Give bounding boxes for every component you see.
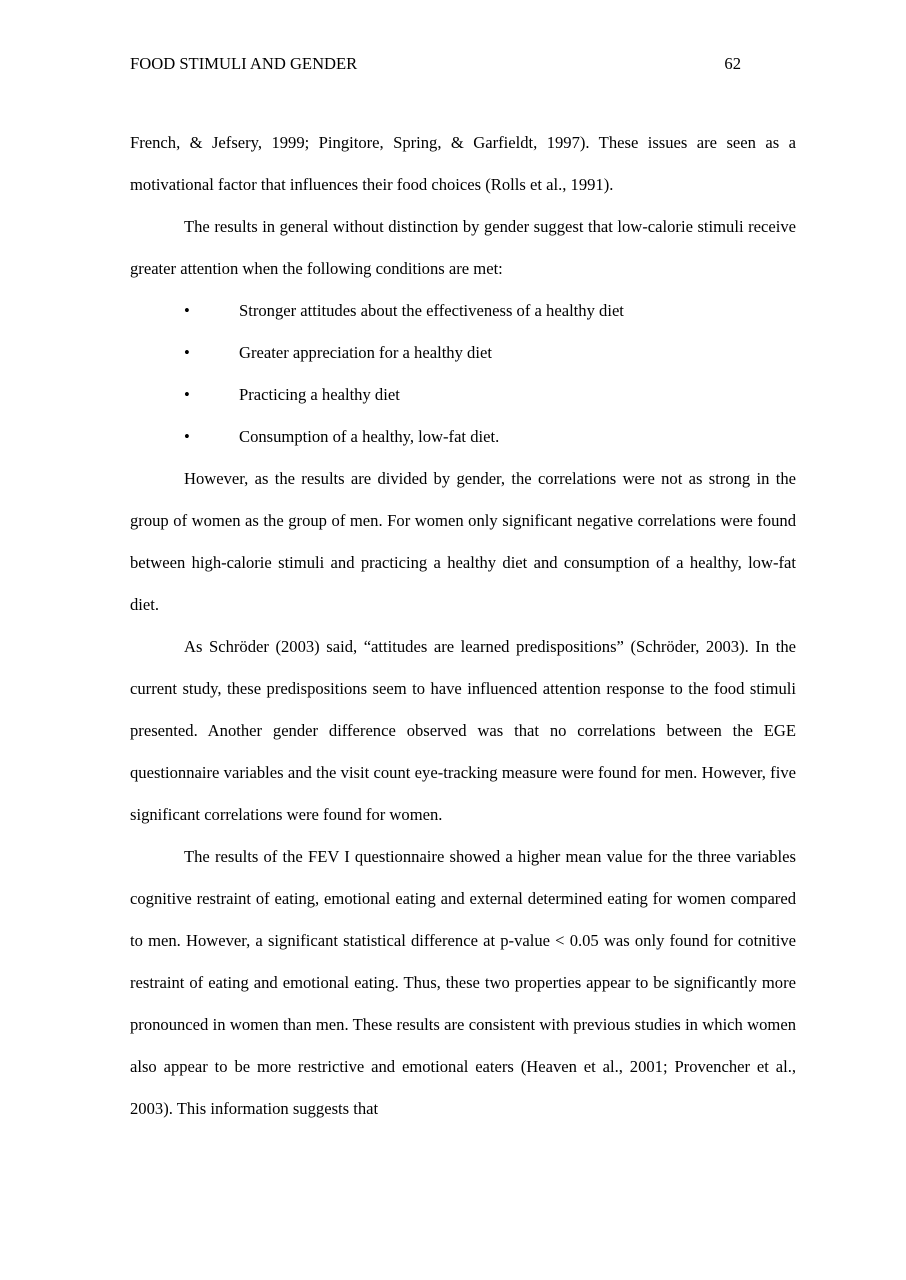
list-item-text: Consumption of a healthy, low-fat diet. (239, 427, 500, 446)
paragraph-gender-division: However, as the results are divided by gender, the correlations were not as strong in the group of women as the group of men. For women only significant negative correlations were found between high-calorie stimuli and practicing a healthy diet and consumption of a healthy, low-fat diet. (130, 469, 796, 614)
paragraph-general-results: The results in general without distinction by gender suggest that low-calorie stimuli receive greater attention when the following conditions are met: (130, 217, 796, 278)
bullet-icon: • (184, 385, 190, 404)
list-item-text: Stronger attitudes about the effectiveness of a healthy diet (239, 301, 624, 320)
paragraph-fev-results: The results of the FEV I questionnaire showed a higher mean value for the three variables cognitive restraint of eating, emotional eating and external determined eating for women compared to men. However, a significant statistical difference at p-value < 0.05 was only found for cotnitive restraint of eating and emotional eating. Thus, these two properties appear to be significantly more pronounced in women than men. These results are consistent with previous studies in which women also appear to be more restrictive and emotional eaters (Heaven et al., 2001; Provencher et al., 2003). This information suggests that (130, 847, 796, 1118)
body-text (130, 122, 796, 1130)
list-item-text: Practicing a healthy diet (239, 385, 400, 404)
paragraph-continuation: French, & Jefsery, 1999; Pingitore, Spring, & Garfieldt, 1997). These issues are seen as a motivational factor that influences their food choices (Rolls et al., 1991). (130, 133, 796, 194)
list-item-text: Greater appreciation for a healthy diet (239, 343, 492, 362)
running-head-title: FOOD STIMULI AND GENDER (130, 54, 358, 73)
conditions-list (130, 290, 796, 458)
list-item (130, 416, 796, 458)
page-number: 62 (724, 54, 741, 73)
list-item (130, 332, 796, 374)
list-item (130, 374, 796, 416)
bullet-icon: • (184, 343, 190, 362)
paragraph-attitudes: As Schröder (2003) said, “attitudes are learned predispositions” (Schröder, 2003). In the current study, these predispositions seem to have influenced attention response to the food stimuli presented. Another gender difference observed was that no correlations between the EGE questionnaire variables and the visit count eye-tracking measure were found for men. However, five significant correlations were found for women. (130, 637, 796, 824)
bullet-icon: • (184, 301, 190, 320)
running-head (130, 53, 741, 75)
list-item (130, 290, 796, 332)
bullet-icon: • (184, 427, 190, 446)
